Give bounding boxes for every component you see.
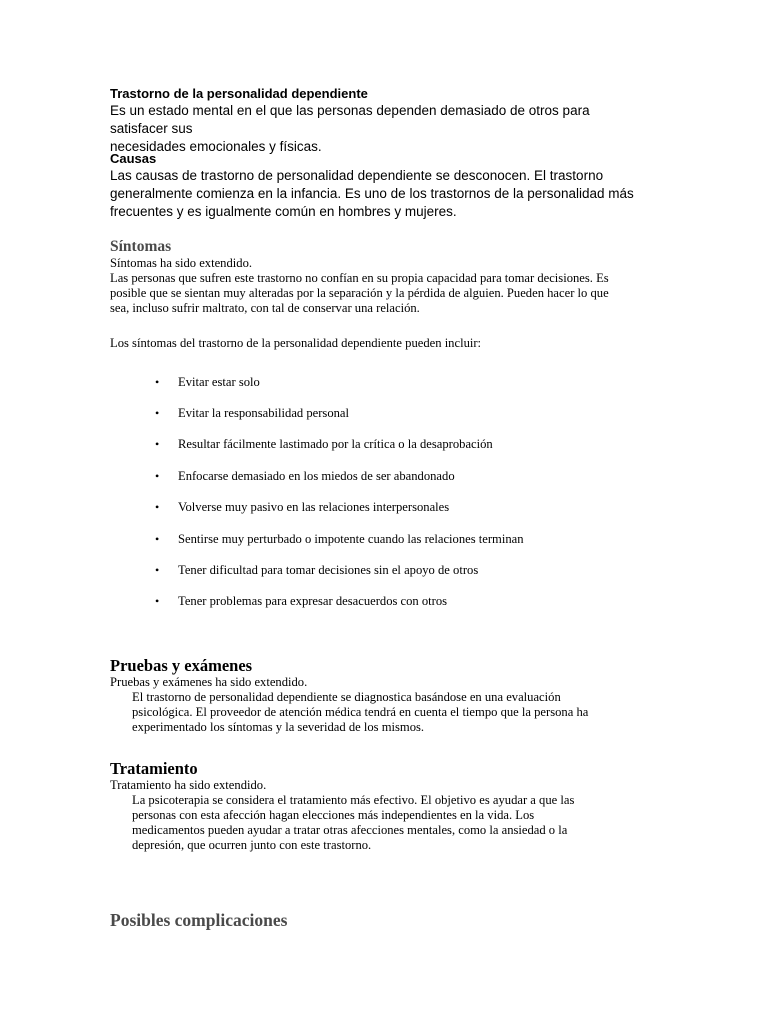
list-item-text: Evitar la responsabilidad personal — [178, 406, 350, 420]
list-item — [155, 532, 524, 547]
list-item — [155, 469, 455, 484]
list-item-text: Volverse muy pasivo en las relaciones interpersonales — [178, 500, 450, 514]
list-item-text: Tener problemas para expresar desacuerdos con otros — [178, 594, 448, 608]
expanded-note: Pruebas y exámenes ha sido extendido. — [110, 675, 308, 689]
list-item — [155, 500, 449, 515]
paragraph-line: necesidades emocionales y físicas. — [110, 139, 322, 154]
section-body — [110, 690, 650, 735]
expanded-note: Síntomas ha sido extendido. — [110, 256, 253, 270]
paragraph-line: frecuentes y es igualmente común en hombres y mujeres. — [110, 204, 457, 219]
section-complicaciones — [110, 910, 650, 930]
symptoms-intro — [110, 336, 670, 351]
list-item — [155, 437, 493, 452]
list-item-text: Evitar estar solo — [178, 375, 260, 389]
bullet-icon: • — [155, 437, 160, 451]
paragraph-line: personas con esta afección hagan elecciones más independientes en la vida. Los — [132, 808, 535, 822]
section-heading: Tratamiento — [110, 759, 198, 778]
paragraph-line: El trastorno de personalidad dependiente se diagnostica basándose en una evaluación — [132, 690, 561, 704]
paragraph-line: posible que se sientan muy alteradas por la separación y la pérdida de alguien. Pueden hacer lo que — [110, 286, 609, 300]
paragraph-line: medicamentos pueden ayudar a tratar otras afecciones mentales, como la ansiedad o la — [132, 823, 568, 837]
bullet-icon: • — [155, 406, 160, 420]
section-pruebas — [110, 657, 650, 735]
section-title: Trastorno de la personalidad dependiente — [110, 86, 368, 101]
list-item — [155, 406, 349, 421]
paragraph-line: Los síntomas del trastorno de la personalidad dependiente pueden incluir: — [110, 336, 482, 350]
bullet-icon: • — [155, 532, 160, 546]
paragraph-line: depresión, que ocurren junto con este trastorno. — [132, 838, 372, 852]
paragraph-line: sea, incluso sufrir maltrato, con tal de conservar una relación. — [110, 301, 420, 315]
paragraph-line: Es un estado mental en el que las personas dependen demasiado de otros para satisfacer sus — [110, 103, 590, 136]
list-item-text: Tener dificultad para tomar decisiones sin el apoyo de otros — [178, 563, 479, 577]
bullet-icon: • — [155, 594, 160, 608]
paragraph-line: Las causas de trastorno de personalidad dependiente se desconocen. El trastorno — [110, 168, 604, 183]
section-title: Causas — [110, 151, 157, 166]
section-heading: Pruebas y exámenes — [110, 656, 253, 675]
bullet-icon: • — [155, 563, 160, 577]
list-item — [155, 563, 478, 578]
paragraph-line: La psicoterapia se considera el tratamiento más efectivo. El objetivo es ayudar a que las — [132, 793, 575, 807]
bullet-icon: • — [155, 500, 160, 514]
list-item — [155, 594, 447, 609]
section-heading: Posibles complicaciones — [110, 910, 288, 930]
section-tratamiento — [110, 760, 650, 853]
list-item-text: Enfocarse demasiado en los miedos de ser abandonado — [178, 469, 455, 483]
bullet-icon: • — [155, 375, 160, 389]
section-causas — [110, 151, 650, 221]
list-item-text: Resultar fácilmente lastimado por la crítica o la desaprobación — [178, 437, 493, 451]
section-body — [110, 793, 650, 853]
paragraph-line: psicológica. El proveedor de atención médica tendrá en cuenta el tiempo que la persona ha — [132, 705, 589, 719]
section-sintomas — [110, 238, 670, 316]
paragraph-line: Las personas que sufren este trastorno no confían en su propia capacidad para tomar decisiones. Es — [110, 271, 609, 285]
paragraph-line: generalmente comienza en la infancia. Es uno de los trastornos de la personalidad más — [110, 186, 634, 201]
section-heading: Síntomas — [110, 238, 172, 255]
paragraph-line: experimentado los síntomas y la severidad de los mismos. — [132, 720, 425, 734]
list-item-text: Sentirse muy perturbado o impotente cuando las relaciones terminan — [178, 532, 524, 546]
section-dependiente — [110, 86, 650, 156]
expanded-note: Tratamiento ha sido extendido. — [110, 778, 267, 792]
list-item — [155, 375, 260, 390]
bullet-icon: • — [155, 469, 160, 483]
